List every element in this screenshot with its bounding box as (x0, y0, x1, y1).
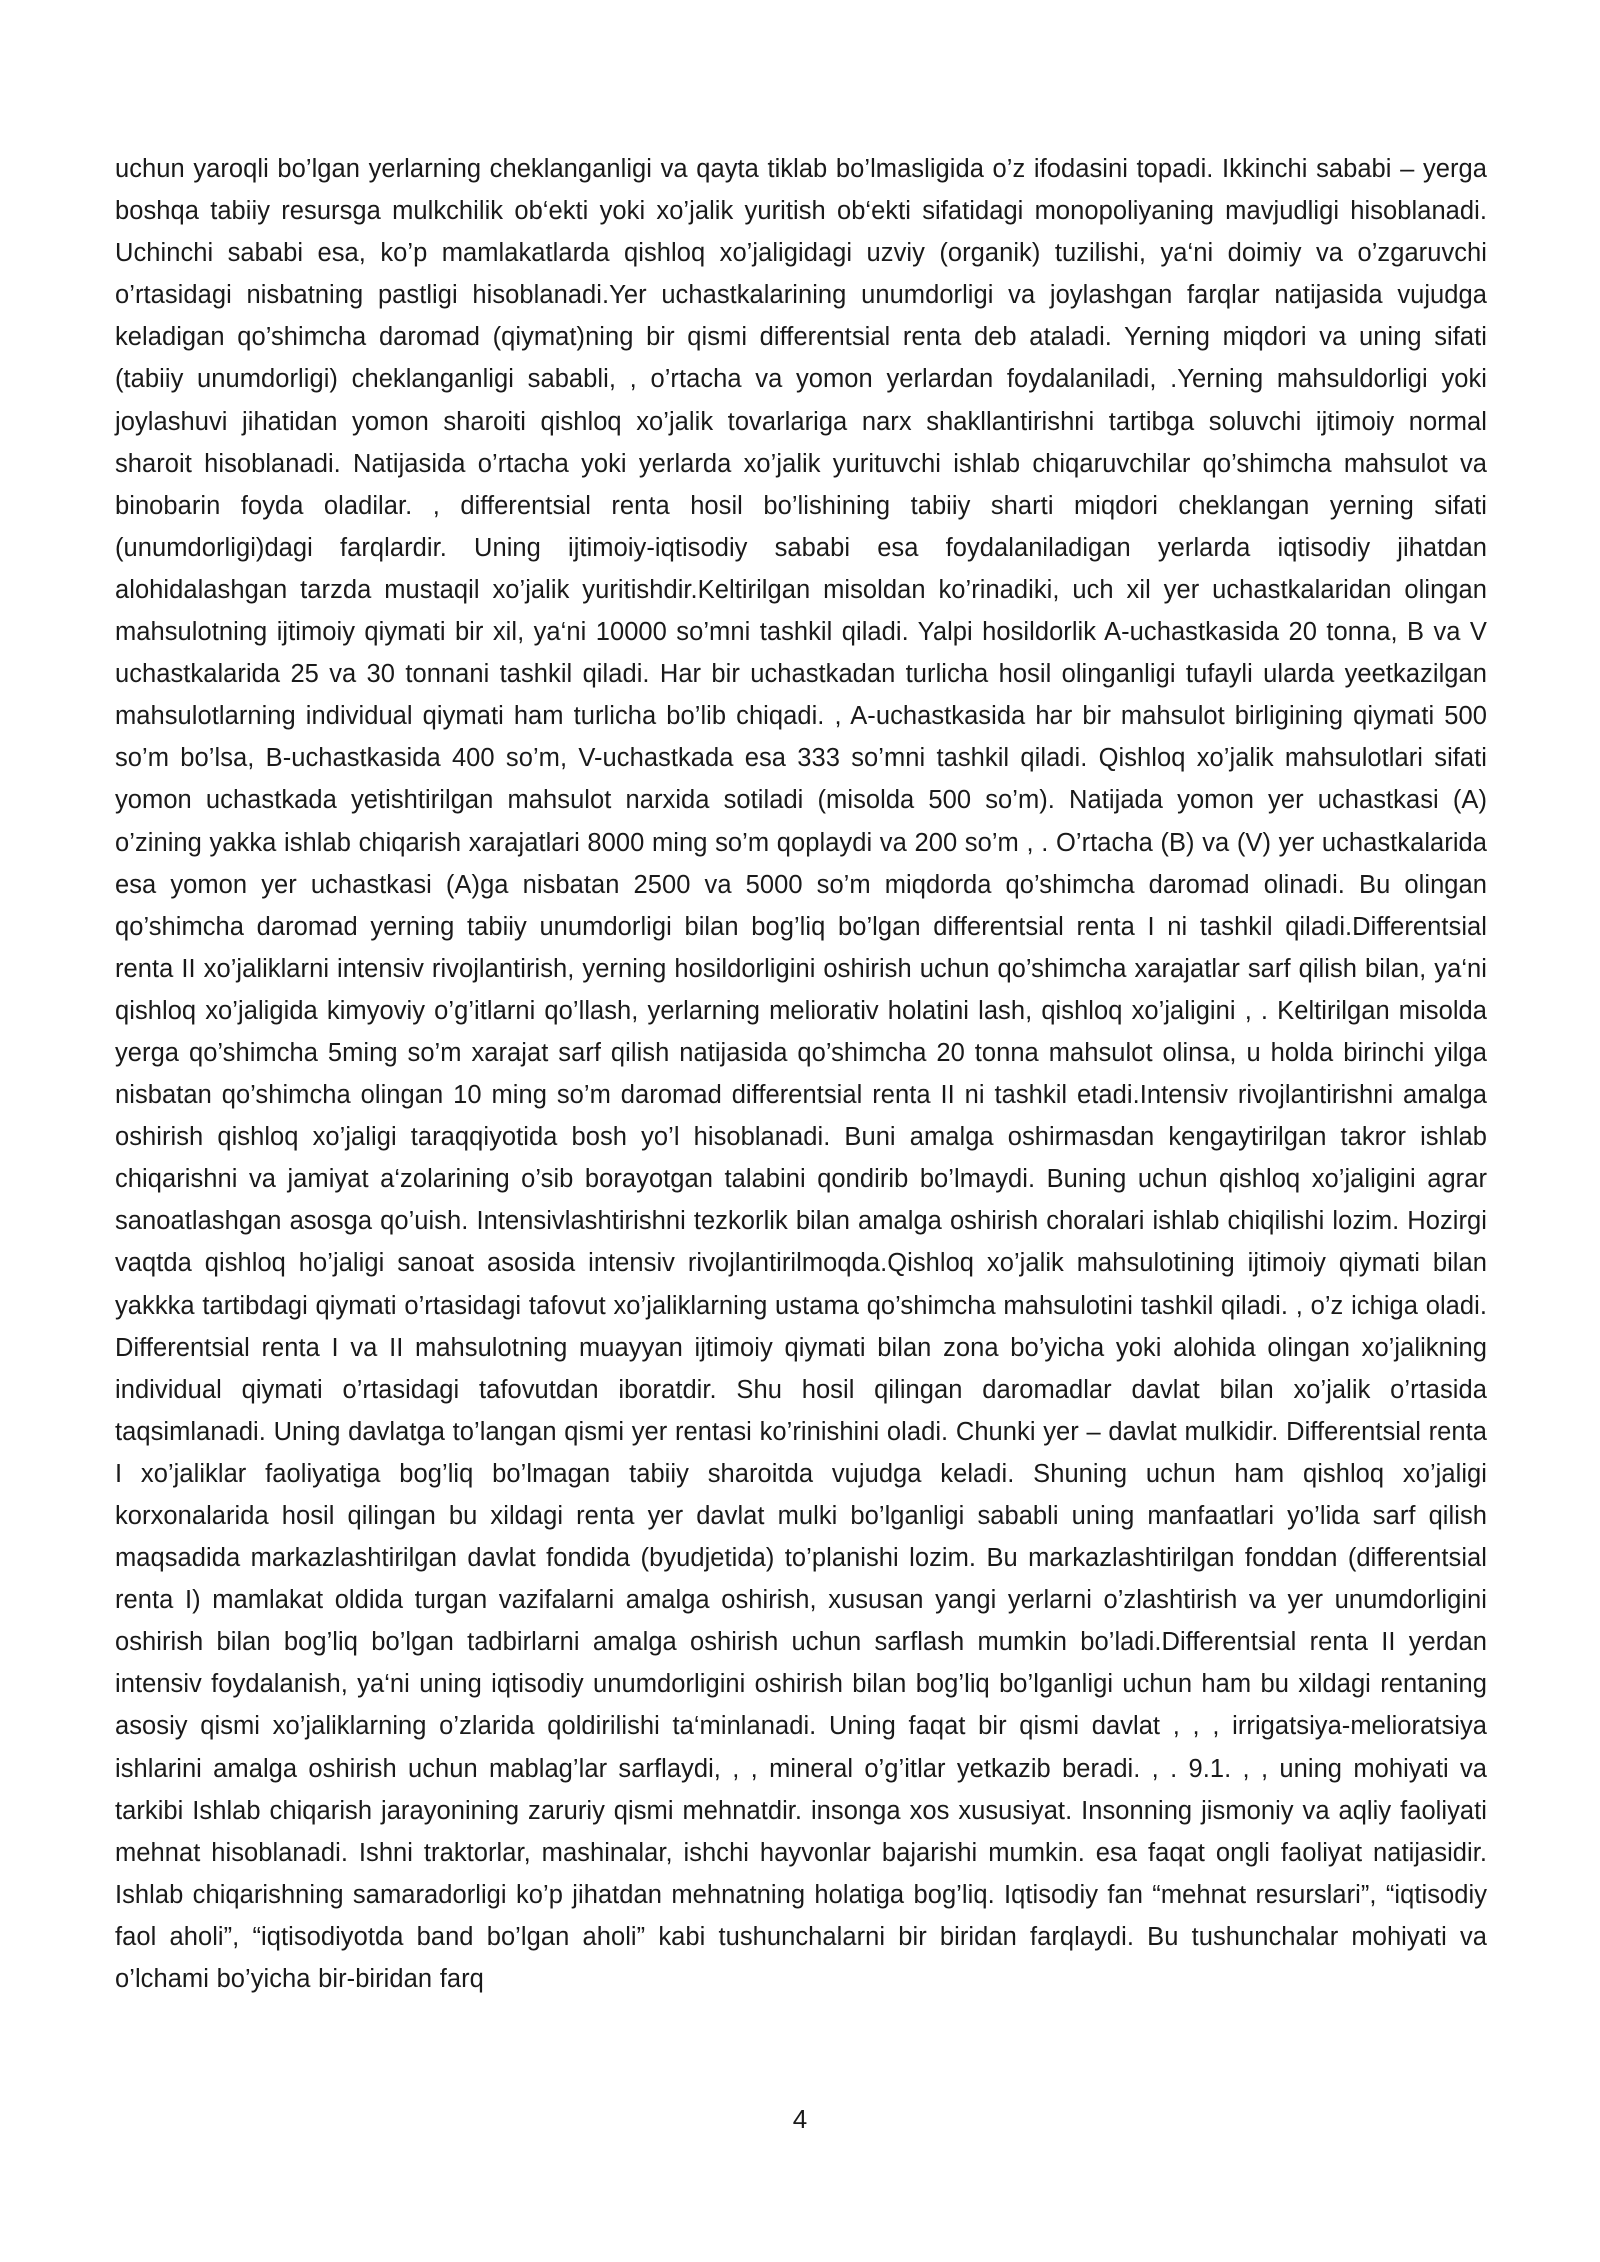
body-paragraph: uchun yaroqli bo’lgan yerlarning cheklanganligi va qayta tiklab bo’lmasligida o’z ifodasini topadi. Ikkinchi sababi – yerga boshqa tabiiy resursga mulkchilik ob‘ekti yoki xo’jalik yuritish ob‘ekti sifatidagi monopoliyaning mavjudligi hisoblanadi. Uchinchi sababi esa, ko’p mamlakatlarda qishloq xo’jaligidagi uzviy (organik) tuzilishi, ya‘ni doimiy va o’zgaruvchi o’rtasidagi nisbatning pastligi hisoblanadi.Yer uchastkalarining unumdorligi va joylashgan farqlar natijasida vujudga keladigan qo’shimcha daromad (qiymat)ning bir qismi differentsial renta deb ataladi. Yerning miqdori va uning sifati (tabiiy unumdorligi) cheklanganligi sababli, , o’rtacha va yomon yerlardan foydalaniladi, .Yerning mahsuldorligi yoki joylashuvi jihatidan yomon sharoiti qishloq xo’jalik tovarlariga narx shakllantirishni tartibga soluvchi ijtimoiy normal sharoit hisoblanadi. Natijasida o’rtacha yoki yerlarda xo’jalik yurituvchi ishlab chiqaruvchilar qo’shimcha mahsulot va binobarin foyda oladilar. , differentsial renta hosil bo’lishining tabiiy sharti miqdori cheklangan yerning sifati (unumdorligi)dagi farqlardir. Uning ijtimoiy-iqtisodiy sababi esa foydalaniladigan yerlarda iqtisodiy jihatdan alohidalashgan tarzda mustaqil xo’jalik yuritishdir.Keltirilgan misoldan ko’rinadiki, uch xil yer uchastkalaridan olingan mahsulotning ijtimoiy qiymati bir xil, ya‘ni 10000 so’mni tashkil qiladi. Yalpi hosildorlik A-uchastkasida 20 tonna, B va V uchastkalarida 25 va 30 tonnani tashkil qiladi. Har bir uchastkadan turlicha hosil olinganligi tufayli ularda yeetkazilgan mahsulotlarning individual qiymati ham turlicha bo’lib chiqadi. , A-uchastkasida har bir mahsulot birligining qiymati 500 so’m bo’lsa, B-uchastkasida 400 so’m, V-uchastkada esa 333 so’mni tashkil qiladi. Qishloq xo’jalik mahsulotlari sifati yomon uchastkada yetishtirilgan mahsulot narxida sotiladi (misolda 500 so’m). Natijada yomon yer uchastkasi (A) o’zining yakka ishlab chiqarish xarajatlari 8000 ming so’m qoplaydi va 200 so’m , . O’rtacha (B) va (V) yer uchastkalarida esa yomon yer uchastkasi (A)ga nisbatan 2500 va 5000 so’m miqdorda qo’shimcha daromad olinadi. Bu olingan qo’shimcha daromad yerning tabiiy unumdorligi bilan bog’liq bo’lgan differentsial renta I ni tashkil qiladi.Differentsial renta II xo’jaliklarni intensiv rivojlantirish, yerning hosildorligini oshirish uchun qo’shimcha xarajatlar sarf qilish bilan, ya‘ni qishloq xo’jaligida kimyoviy o’g’itlarni qo’llash, yerlarning meliorativ holatini lash, qishloq xo’jaligini , . Keltirilgan misolda yerga qo’shimcha 5ming so’m xarajat sarf qilish natijasida qo’shimcha 20 tonna mahsulot olinsa, u holda birinchi yilga nisbatan qo’shimcha olingan 10 ming so’m daromad differentsial renta II ni tashkil etadi.Intensiv rivojlantirishni amalga oshirish qishloq xo’jaligi taraqqiyotida bosh yo’l hisoblanadi. Buni amalga oshirmasdan kengaytirilgan takror ishlab chiqarishni va jamiyat a‘zolarining o’sib borayotgan talabini qondirib bo’lmaydi. Buning uchun qishloq xo’jaligini agrar sanoatlashgan asosga qo’uish. Intensivlashtirishni tezkorlik bilan amalga oshirish choralari ishlab chiqilishi lozim. Hozirgi vaqtda qishloq ho’jaligi sanoat asosida intensiv rivojlantirilmoqda.Qishloq xo’jalik mahsulotining ijtimoiy qiymati bilan yakkka tartibdagi qiymati o’rtasidagi tafovut xo’jaliklarning ustama qo’shimcha mahsulotini tashkil qiladi. , o’z ichiga oladi. Differentsial renta I va II mahsulotning muayyan ijtimoiy qiymati bilan zona bo’yicha yoki alohida olingan xo’jalikning individual qiymati o’rtasidagi tafovutdan iboratdir. Shu hosil qilingan daromadlar davlat bilan xo’jalik o’rtasida taqsimlanadi. Uning davlatga to’langan qismi yer rentasi ko’rinishini oladi. Chunki yer – davlat mulkidir. Differentsial renta I xo’jaliklar faoliyatiga bog’liq bo’lmagan tabiiy sharoitda vujudga keladi. Shuning uchun ham qishloq xo’jaligi korxonalarida hosil qilingan bu xildagi renta yer davlat mulki bo’lganligi sababli uning manfaatlari yo’lida sarf qilish maqsadida markazlashtirilgan davlat fondida (byudjetida) to’planishi lozim. Bu markazlashtirilgan fonddan (differentsial renta I) mamlakat oldida turgan vazifalarni amalga oshirish, xususan yangi yerlarni o’zlashtirish va yer unumdorligini oshirish bilan bog’liq bo’lgan tadbirlarni amalga oshirish uchun sarflash mumkin bo’ladi.Differentsial renta II yerdan intensiv foydalanish, ya‘ni uning iqtisodiy unumdorligini oshirish bilan bog’liq bo’lganligi uchun ham bu xildagi rentaning asosiy qismi xo’jaliklarning o’zlarida qoldirilishi ta‘minlanadi. Uning faqat bir qismi davlat , , , irrigatsiya-melioratsiya ishlarini amalga oshirish uchun mablag’lar sarflaydi, , , mineral o’g’itlar yetkazib beradi. , . 9.1. , , uning mohiyati va tarkibi Ishlab chiqarish jarayonining zaruriy qismi mehnatdir. insonga xos xususiyat. Insonning jismoniy va aqliy faoliyati mehnat hisoblanadi. Ishni traktorlar, mashinalar, ishchi hayvonlar bajarishi mumkin. esa faqat ongli faoliyat natijasidir. Ishlab chiqarishning samaradorligi ko’p jihatdan mehnatning holatiga bog’liq. Iqtisodiy fan “mehnat resurslari”, “iqtisodiy faol aholi”, “iqtisodiyotda band bo’lgan aholi” kabi tushunchalarni bir biridan farqlaydi. Bu tushunchalar mohiyati va o’lchami bo’yicha bir-biridan farq (115, 155, 1487, 1994)
document-page (115, 148, 1487, 2000)
page-number: 4 (792, 2104, 808, 2134)
